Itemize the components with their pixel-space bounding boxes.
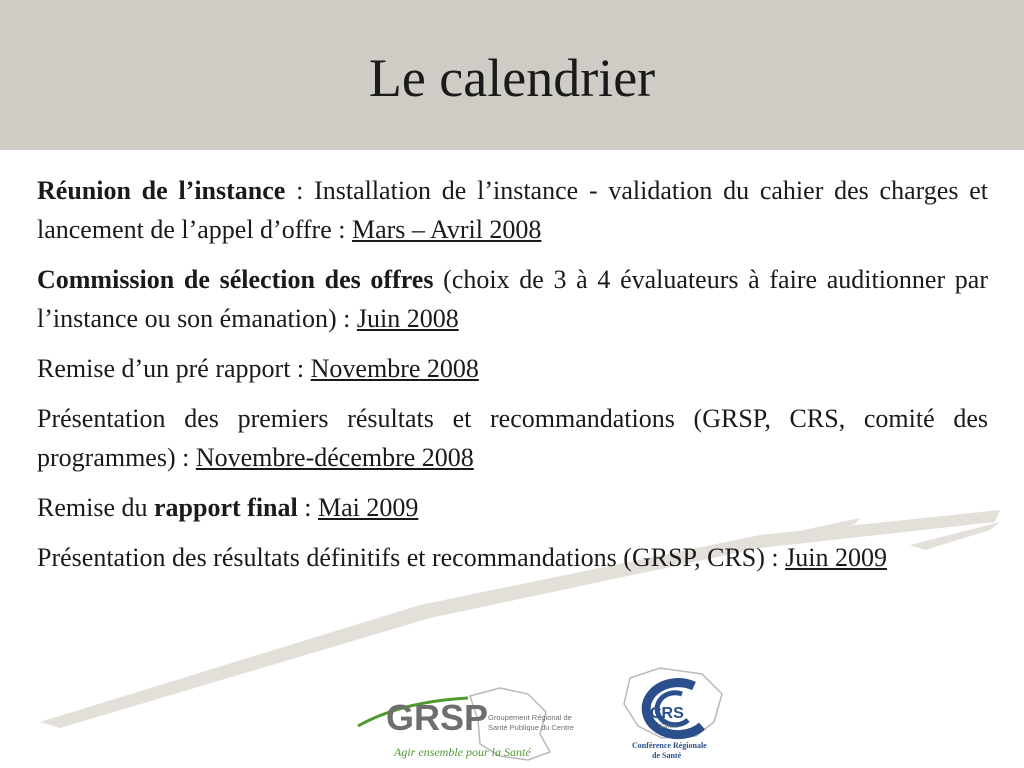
item-date: Novembre-décembre 2008 [195,443,474,472]
item-date: Mars – Avril 2008 [351,215,542,244]
item-date: Novembre 2008 [310,354,479,383]
footer-logos [350,660,750,768]
grsp-logo [358,688,574,760]
item-heading: Commission de sélection des offres [37,265,434,294]
list-item-premiers-resultats [37,399,988,477]
crs-logo [624,668,722,760]
item-date: Juin 2009 [785,543,887,572]
item-heading: Réunion de l’instance [37,176,286,205]
list-item-pre-rapport [37,349,988,388]
list-item-resultats-definitifs [37,538,988,577]
item-text: Présentation des premiers résultats et recommandations (GRSP, CRS, comité des programmes) : [37,404,988,472]
item-text: (choix de 3 à 4 évaluateurs à faire auditionner par l’instance ou son émanation) : [37,265,989,333]
grsp-name: GRSP [386,697,489,738]
item-text: Présentation des résultats définitifs et recommandations (GRSP, CRS) : [37,543,786,572]
crs-line2: de Santé [652,751,682,760]
item-text: : Installation de l’instance - validation du cahier des charges et lancement de l’appel d’offre : [37,176,988,244]
crs-line1: Conférence Régionale [632,741,707,750]
list-item-rapport-final [37,488,988,527]
list-item-reunion [37,171,988,249]
slide-title: Le calendrier [368,48,656,108]
item-text: : [297,493,318,522]
calendar-list [37,171,988,588]
item-heading: rapport final [154,493,298,522]
grsp-line2: Santé Publique du Centre [488,723,574,732]
item-date: Juin 2008 [356,304,459,333]
item-text: Remise d’un pré rapport : [37,354,311,383]
list-item-commission [37,260,988,338]
crs-letters: CRS [650,705,684,722]
item-text-before: Remise du [37,493,154,522]
grsp-line1: Groupement Régional de [488,713,572,722]
item-date: Mai 2009 [317,493,419,522]
grsp-tagline: Agir ensemble pour la Santé [394,745,531,759]
crs-region: Centre [660,724,679,730]
